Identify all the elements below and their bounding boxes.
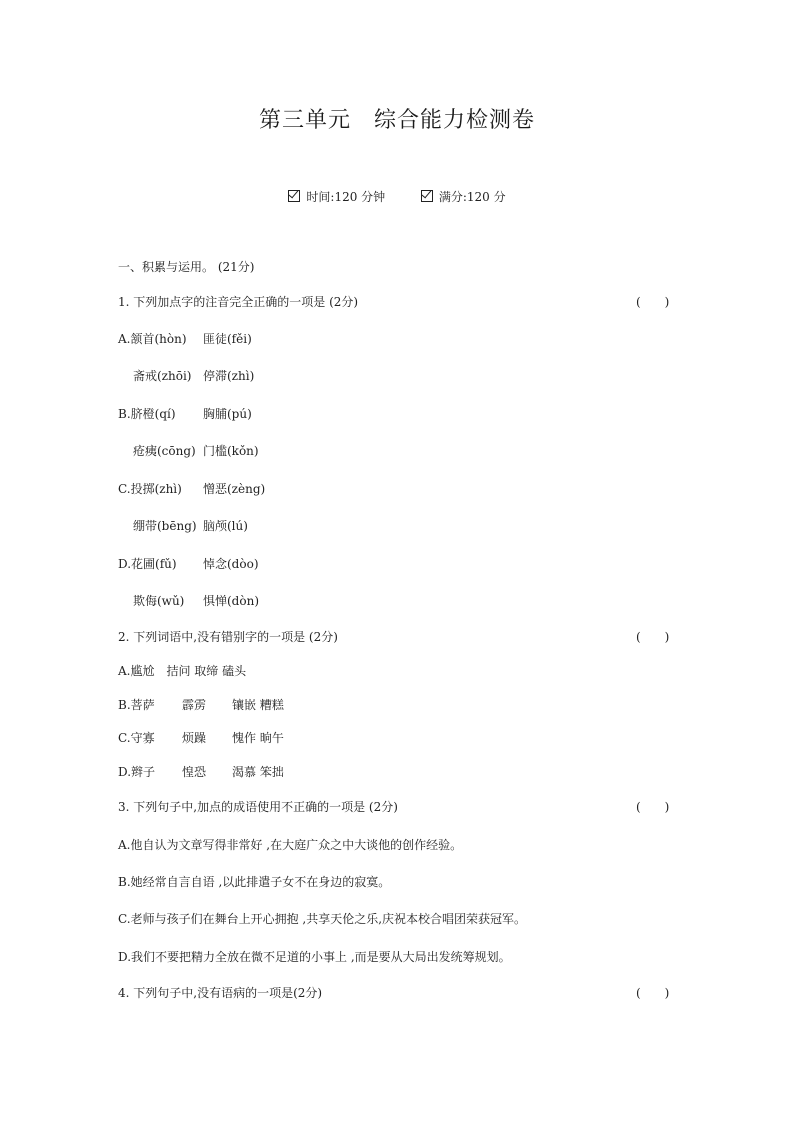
q1-option-c-3: 绷带(bēng) bbox=[133, 519, 197, 533]
q1-option-d-4: 惧惮(dòn) bbox=[203, 594, 259, 608]
checkbox-icon bbox=[421, 190, 433, 202]
q1-option-a-4: 停滞(zhì) bbox=[203, 369, 255, 383]
checkbox-icon bbox=[288, 190, 300, 202]
q2-option-c-1: C.守寡 bbox=[118, 731, 155, 745]
question-1-stem: 1. 下列加点字的注音完全正确的一项是 (2分) bbox=[118, 295, 359, 309]
q2-option-b-2: 霹雳 bbox=[182, 698, 207, 712]
q1-option-b-4: 门槛(kǒn) bbox=[203, 444, 259, 458]
q1-option-a-3: 斋戒(zhōi) bbox=[133, 369, 192, 383]
section-heading: 一、积累与运用。 (21分) bbox=[118, 260, 255, 274]
q1-option-c-2: 憎恶(zèng) bbox=[203, 482, 266, 496]
q2-option-b-1: B.菩萨 bbox=[118, 698, 155, 712]
q2-option-d-2: 惶恐 bbox=[182, 765, 207, 779]
q1-option-d-2: 悼念(dòo) bbox=[203, 557, 259, 571]
q2-option-a: A.尴尬 拮问 取缔 磕头 bbox=[118, 664, 247, 678]
q2-option-d-1: D.辫子 bbox=[118, 765, 156, 779]
q1-option-c-4: 脑颅(lú) bbox=[203, 519, 248, 533]
question-4-answer-blank: ( ) bbox=[636, 986, 670, 1000]
q3-option-a: A.他自认为文章写得非常好 ,在大庭广众之中大谈他的创作经验。 bbox=[118, 838, 463, 852]
q1-option-c-1: C.投掷(zhì) bbox=[118, 482, 182, 496]
q1-option-b-3: 疮痍(cōng) bbox=[133, 444, 196, 458]
page-title: 第三单元 综合能力检测卷 bbox=[258, 108, 535, 133]
q1-option-a-1: A.颔首(hòn) bbox=[118, 332, 187, 346]
question-3-stem: 3. 下列句子中,加点的成语使用不正确的一项是 (2分) bbox=[118, 800, 398, 814]
question-1-answer-blank: ( ) bbox=[636, 295, 670, 309]
q2-option-c-2: 烦躁 bbox=[182, 731, 207, 745]
q2-option-d-3: 渴慕 笨拙 bbox=[232, 765, 284, 779]
question-2-answer-blank: ( ) bbox=[636, 630, 670, 644]
q1-option-a-2: 匪徒(fěi) bbox=[203, 332, 252, 346]
q1-option-b-2: 胸脯(pú) bbox=[203, 407, 252, 421]
time-info bbox=[288, 188, 385, 205]
question-2-stem: 2. 下列词语中,没有错别字的一项是 (2分) bbox=[118, 630, 338, 644]
q2-option-c-3: 愧作 晌午 bbox=[232, 731, 284, 745]
q1-option-d-1: D.花圃(fǔ) bbox=[118, 557, 177, 571]
exam-meta bbox=[0, 188, 794, 206]
q3-option-c: C.老师与孩子们在舞台上开心拥抱 ,共享天伦之乐,庆祝本校合唱团荣获冠军。 bbox=[118, 912, 527, 926]
q1-option-d-3: 欺侮(wǔ) bbox=[133, 594, 185, 608]
q1-option-b-1: B.脐橙(qí) bbox=[118, 407, 176, 421]
score-info bbox=[421, 188, 506, 205]
question-4-stem: 4. 下列句子中,没有语病的一项是(2分) bbox=[118, 986, 323, 1000]
q3-option-d: D.我们不要把精力全放在微不足道的小事上 ,而是要从大局出发统筹规划。 bbox=[118, 950, 511, 964]
question-3-answer-blank: ( ) bbox=[636, 800, 670, 814]
score-label: 满分:120 分 bbox=[438, 190, 506, 204]
q3-option-b: B.她经常自言自语 ,以此排遣子女不在身边的寂寞。 bbox=[118, 875, 391, 889]
time-label: 时间:120 分钟 bbox=[306, 190, 386, 204]
q2-option-b-3: 镶嵌 糟糕 bbox=[232, 698, 284, 712]
